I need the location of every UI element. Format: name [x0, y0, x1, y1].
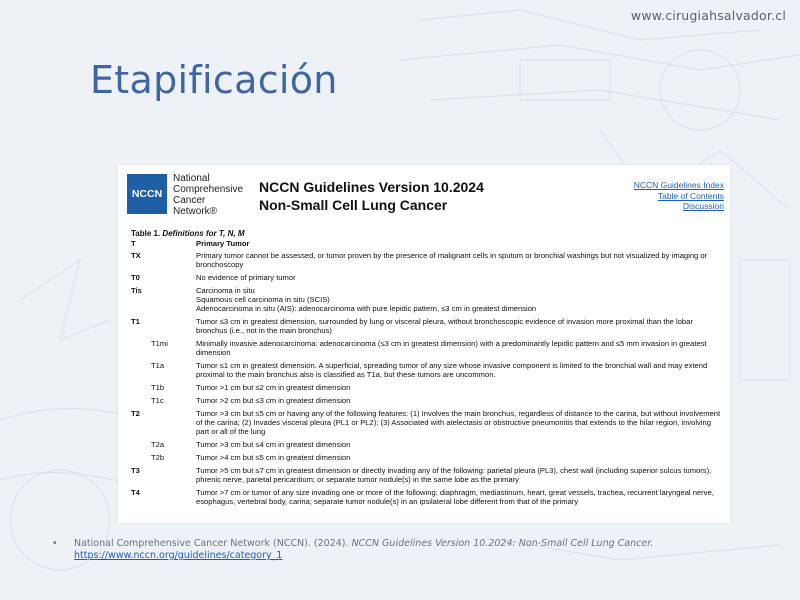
discussion-link[interactable]: Discussion — [682, 201, 724, 211]
category-cell: T1mi — [151, 339, 168, 348]
org-name-line: National — [173, 173, 210, 184]
category-cell: TX — [131, 251, 141, 260]
site-url: www.cirugiahsalvador.cl — [630, 8, 786, 23]
description-cell: Tumor >2 cm but ≤3 cm in greatest dimension — [196, 396, 351, 405]
category-cell: T1a — [151, 361, 165, 370]
description-cell: Tumor >4 cm but ≤5 cm in greatest dimension — [196, 453, 351, 462]
table-row — [131, 409, 726, 440]
table-row — [131, 453, 726, 466]
guideline-title — [259, 178, 484, 214]
bullet: • — [52, 538, 58, 549]
reference-url-link[interactable]: https://www.nccn.org/guidelines/category_1 — [74, 550, 283, 561]
description-cell: Tumor >7 cm or tumor of any size invading one or more of the following: diaphragm, mediastinum, heart, great vessels, trachea, recurrent laryngeal nerve, esophagus, vertebral body, carina; separate tumor nodule(s) in an ipsilateral lobe different from that of the primary — [196, 488, 714, 506]
category-cell: T1 — [131, 317, 140, 326]
guideline-subject: Non-Small Cell Lung Cancer — [259, 197, 448, 213]
org-name-line: Network® — [173, 206, 218, 217]
table-caption-label: Table 1. — [131, 229, 161, 238]
category-cell: T1c — [151, 396, 164, 405]
table-caption — [131, 229, 245, 238]
table-row — [131, 361, 726, 383]
table-row — [131, 466, 726, 488]
nccn-logo: NCCN — [127, 174, 167, 214]
category-cell: T4 — [131, 488, 140, 497]
description-cell: Carcinoma in situ Squamous cell carcinoma in situ (SCIS) Adenocarcinoma in situ (AIS): adenocarcinoma with pure lepidic pattern, ≤3 cm in greatest dimension — [196, 286, 537, 313]
description-cell: No evidence of primary tumor — [196, 273, 296, 282]
description-cell: Primary tumor cannot be assessed, or tumor proven by the presence of malignant cells in sputum or bronchial washings but not visualized by imaging or bronchoscopy — [196, 251, 708, 269]
category-cell: T2a — [151, 440, 165, 449]
table-of-contents-link[interactable]: Table of Contents — [657, 190, 724, 201]
description-cell: Tumor >3 cm but ≤5 cm or having any of the following features: (1) Involves the main bronchus, regardless of distance to the carina, but without involvement of the carina; (2) Invades visceral pleura (PL1 or PL2); (3) Associated with atelectasis or obstructive pneumonitis that extends to the hilar region, involving part or all of the lung — [196, 409, 721, 436]
table-row — [131, 251, 726, 273]
table-row — [131, 317, 726, 339]
reference-authors: National Comprehensive Cancer Network (NCCN). (2024). — [74, 538, 352, 549]
category-cell: T2b — [151, 453, 165, 462]
nccn-document-image — [118, 165, 730, 523]
description-cell: Tumor ≤3 cm in greatest dimension, surrounded by lung or visceral pleura, without bronchoscopic evidence of invasion more proximal than the lobar bronchus (i.e., not in the main bronchus) — [196, 317, 693, 335]
organization-name — [173, 173, 243, 217]
category-cell: T2 — [131, 409, 140, 418]
table-row — [131, 339, 726, 361]
table-row — [131, 383, 726, 396]
description-cell: Tumor >1 cm but ≤2 cm in greatest dimension — [196, 383, 351, 392]
category-cell: T3 — [131, 466, 140, 475]
guideline-links — [634, 180, 724, 212]
table-row — [131, 488, 726, 510]
table-row — [131, 440, 726, 453]
tnm-definitions-table — [131, 239, 726, 510]
table-row — [131, 396, 726, 409]
org-name-line: Comprehensive — [173, 184, 244, 195]
category-cell: T0 — [131, 273, 140, 282]
table-row — [131, 239, 726, 251]
description-cell: Tumor ≤1 cm in greatest dimension. A superficial, spreading tumor of any size whose invasive component is limited to the bronchial wall and may extend proximal to the main bronchus also is classified as T1a, but these tumors are uncommon. — [196, 361, 708, 379]
table-row — [131, 273, 726, 286]
org-name-line: Cancer — [173, 195, 206, 206]
description-cell: Primary Tumor — [196, 239, 250, 248]
category-cell: T1b — [151, 383, 165, 392]
reference-citation — [52, 538, 748, 562]
category-cell: Tis — [131, 286, 142, 295]
reference-title: NCCN Guidelines Version 10.2024: Non-Small Cell Lung Cancer. — [351, 538, 654, 549]
table-row — [131, 286, 726, 317]
description-cell: Minimally invasive adenocarcinoma: adenocarcinoma (≤3 cm in greatest dimension) with a predominantly lepidic pattern and ≤5 mm invasion in greatest dimension — [196, 339, 707, 357]
description-cell: Tumor >5 cm but ≤7 cm in greatest dimension or directly invading any of the following: parietal pleura (PL3), chest wall (including superior sulcus tumors), phrenic nerve, parietal pericardium; or separate tumor nodule(s) in the same lobe as the primary — [196, 466, 712, 484]
category-cell: T — [131, 239, 136, 248]
guideline-version: NCCN Guidelines Version 10.2024 — [259, 179, 484, 195]
guidelines-index-link[interactable]: NCCN Guidelines Index — [633, 180, 724, 190]
slide-title: Etapificación — [90, 58, 338, 102]
description-cell: Tumor >3 cm but ≤4 cm in greatest dimension — [196, 440, 351, 449]
table-caption-text: Definitions for T, N, M — [160, 229, 245, 238]
